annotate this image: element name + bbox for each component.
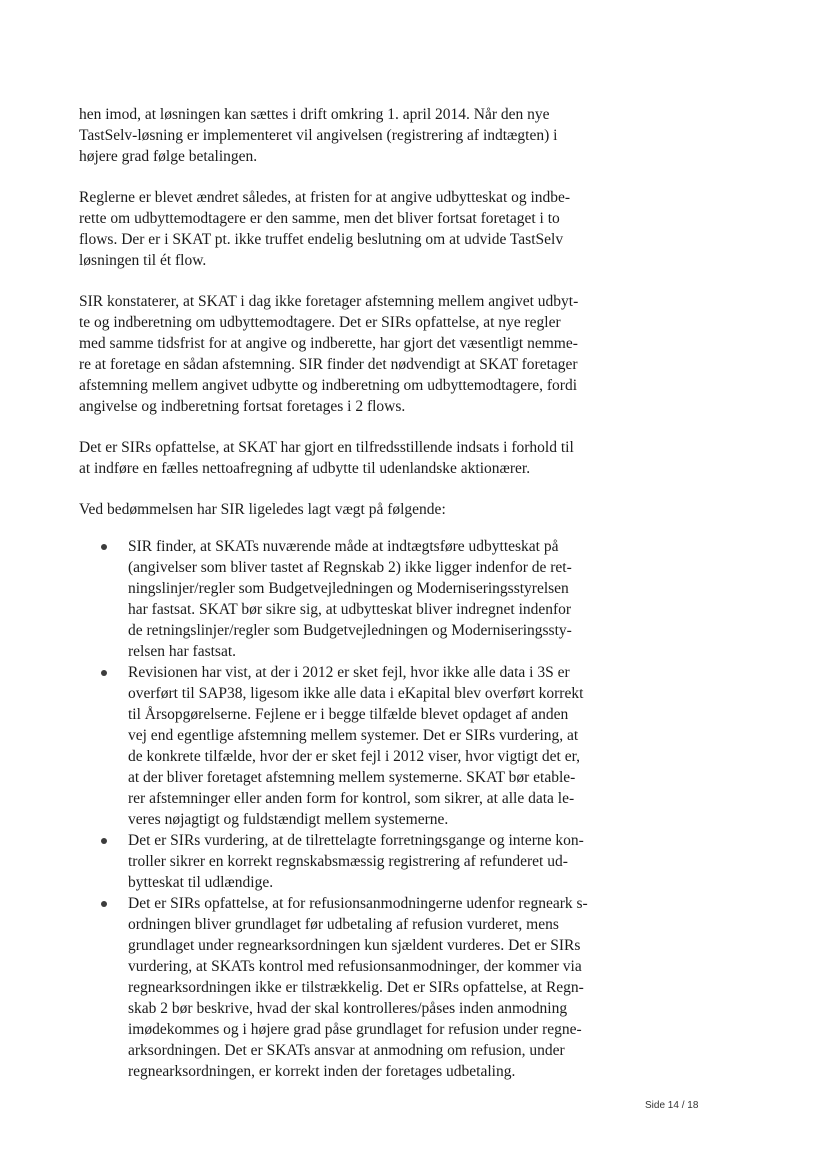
- text-line: at indføre en fælles nettoafregning af udbytte til udenlandske aktionærer.: [79, 460, 531, 477]
- list-item: [79, 662, 679, 830]
- text-line: Det er SIRs opfattelse, at SKAT har gjort en tilfredsstillende indsats i forhold til: [79, 439, 574, 456]
- text-line: ningslinjer/regler som Budgetvejledningen og Moderniseringsstyrelsen: [128, 580, 569, 597]
- bullet-list: [79, 536, 679, 1082]
- page-number: Side 14 / 18: [645, 1100, 699, 1111]
- text-line: vej end egentlige afstemning mellem systemer. Det er SIRs vurdering, at: [128, 727, 579, 744]
- text-line: Det er SIRs vurdering, at de tilrettelagte forretningsgange og interne kon-: [128, 832, 584, 849]
- paragraph-5: [79, 499, 679, 520]
- text-line: SIR konstaterer, at SKAT i dag ikke foretager afstemning mellem angivet udbyt-: [79, 293, 579, 310]
- text-line: rer afstemninger eller anden form for kontrol, som sikrer, at alle data le-: [128, 790, 575, 807]
- text-line: te og indberetning om udbyttemodtagere. Det er SIRs opfattelse, at nye regler: [79, 314, 561, 331]
- list-item: [79, 536, 679, 662]
- text-line: har fastsat. SKAT bør sikre sig, at udbytteskat bliver indregnet indenfor: [128, 601, 572, 618]
- text-line: Revisionen har vist, at der i 2012 er sket fejl, hvor ikke alle data i 3S er: [128, 664, 570, 681]
- text-line: SIR finder, at SKATs nuværende måde at indtægtsføre udbytteskat på: [128, 538, 559, 555]
- text-line: flows. Der er i SKAT pt. ikke truffet endelig beslutning om at udvide TastSelv: [79, 231, 564, 248]
- bullet-icon: [101, 544, 107, 550]
- body-text: [79, 104, 679, 1082]
- text-line: de retningslinjer/regler som Budgetvejledningen og Moderniseringssty-: [128, 622, 572, 639]
- bullet-icon: [101, 838, 107, 844]
- text-line: til Årsopgørelserne. Fejlene er i begge tilfælde blevet opdaget af anden: [128, 706, 569, 723]
- list-item: [79, 830, 679, 893]
- text-line: Ved bedømmelsen har SIR ligeledes lagt vægt på følgende:: [79, 501, 446, 518]
- text-line: regnearksordningen ikke er tilstrækkelig. Det er SIRs opfattelse, at Regn-: [128, 979, 584, 996]
- text-line: TastSelv-løsning er implementeret vil angivelsen (registrering af indtægten) i: [79, 127, 558, 144]
- text-line: troller sikrer en korrekt regnskabsmæssig registrering af refunderet ud-: [128, 853, 568, 870]
- text-line: vurdering, at SKATs kontrol med refusionsanmodninger, der kommer via: [128, 958, 582, 975]
- paragraph-2: [79, 187, 679, 271]
- text-line: højere grad følge betalingen.: [79, 148, 258, 165]
- text-line: grundlaget under regnearksordningen kun sjældent vurderes. Det er SIRs: [128, 937, 581, 954]
- bullet-icon: [101, 901, 107, 907]
- text-line: angivelse og indberetning fortsat foretages i 2 flows.: [79, 398, 406, 415]
- text-line: skab 2 bør beskrive, hvad der skal kontrolleres/påses inden anmodning: [128, 1000, 568, 1017]
- text-line: rette om udbyttemodtagere er den samme, men det bliver fortsat foretaget i to: [79, 210, 560, 227]
- text-line: bytteskat til udlændige.: [128, 874, 274, 891]
- text-line: overført til SAP38, ligesom ikke alle data i eKapital blev overført korrekt: [128, 685, 584, 702]
- text-line: (angivelser som bliver tastet af Regnskab 2) ikke ligger indenfor de ret-: [128, 559, 572, 576]
- bullet-icon: [101, 670, 107, 676]
- text-line: arksordningen. Det er SKATs ansvar at anmodning om refusion, under: [128, 1042, 565, 1059]
- text-line: med samme tidsfrist for at angive og indberette, har gjort det væsentligt nemme-: [79, 335, 578, 352]
- text-line: Det er SIRs opfattelse, at for refusionsanmodningerne udenfor regneark s-: [128, 895, 588, 912]
- text-line: re at foretage en sådan afstemning. SIR finder det nødvendigt at SKAT foretager: [79, 356, 578, 373]
- text-line: veres nøjagtigt og fuldstændigt mellem systemerne.: [128, 811, 449, 828]
- text-line: imødekommes og i højere grad påse grundlaget for refusion under regne-: [128, 1021, 582, 1038]
- list-item: [79, 893, 679, 1082]
- text-line: Reglerne er blevet ændret således, at fristen for at angive udbytteskat og indbe-: [79, 189, 571, 206]
- text-line: afstemning mellem angivet udbytte og indberetning om udbyttemodtagere, fordi: [79, 377, 578, 394]
- text-line: hen imod, at løsningen kan sættes i drift omkring 1. april 2014. Når den nye: [79, 106, 550, 123]
- paragraph-3: [79, 291, 679, 417]
- text-line: løsningen til ét flow.: [79, 252, 207, 269]
- text-line: ordningen bliver grundlaget før udbetaling af refusion vurderet, mens: [128, 916, 559, 933]
- text-line: relsen har fastsat.: [128, 643, 237, 660]
- text-line: de konkrete tilfælde, hvor der er sket fejl i 2012 viser, hvor vigtigt det er,: [128, 748, 581, 765]
- text-line: regnearksordningen, er korrekt inden der foretages udbetaling.: [128, 1063, 516, 1080]
- paragraph-4: [79, 437, 679, 479]
- paragraph-1: [79, 104, 679, 167]
- text-line: at der bliver foretaget afstemning mellem systemerne. SKAT bør etable-: [128, 769, 576, 786]
